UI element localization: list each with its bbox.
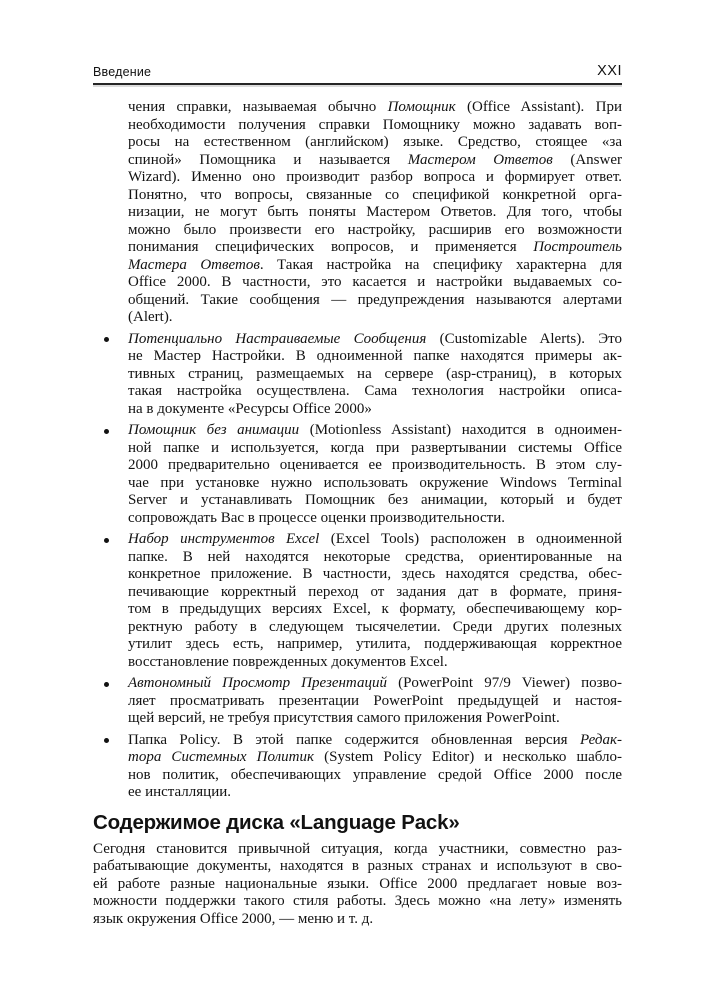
paragraph: [128, 99, 622, 327]
text-line: Server и устанавливать Помощник без анимации, который и будет: [128, 492, 622, 508]
bullet-icon: [104, 429, 109, 434]
text-line: можно было произвести его настройку, расширив его возможности: [128, 221, 622, 238]
text-line: Помощник без анимации (Motionless Assistant) находится в одноимен-: [128, 422, 622, 438]
text-line: Office 2000. В частности, это касается и настройки выдаваемых со-: [128, 274, 622, 290]
bullet-icon: [104, 738, 109, 743]
text-line: нов политик, обеспечивающих управление средой Office 2000 после: [128, 766, 622, 783]
text-line: Потенциально Настраиваемые Сообщения (Customizable Alerts). Это: [128, 330, 622, 347]
text-line: ляет просматривать презентации PowerPoint предыдущей и настоя-: [128, 692, 622, 709]
text-line: сопровождать Вас в процессе оценки производительности.: [128, 509, 505, 526]
text-line: 2000 предварительно оценивается ее производительность. В этом слу-: [128, 457, 622, 473]
text-line: ей работе разные национальные языки. Office 2000 предлагает новые воз-: [93, 875, 622, 892]
text-line: тора Системных Политик (System Policy Editor) и несколько шабло-: [128, 749, 622, 765]
text-line: тивных страниц, размещаемых на сервере (asp-страниц), в которых: [128, 365, 622, 382]
text-line: Сегодня становится привычной ситуация, когда участники, совместно раз-: [93, 840, 622, 857]
text-line: ректную работу в следующем тысячелетии. Среди других полезных: [128, 618, 622, 635]
text-line: Мастера Ответов. Такая настройка на специфику характерна для: [128, 256, 622, 273]
text-line: язык окружения Office 2000, — меню и т. д.: [93, 910, 374, 927]
list-item: [93, 331, 622, 419]
text-line: папке. В ней находятся некоторые средства, ориентированные на: [128, 548, 622, 565]
text-line: рабатывающие документы, находятся в разных странах и используют в сво-: [93, 858, 622, 874]
list-item: [93, 732, 622, 802]
text-line: росы на естественном (английском) языке. Средство, стоящее «за: [128, 134, 622, 150]
header-rule: [93, 83, 622, 85]
text-line: утилит здесь есть, например, утилита, поддерживающая корректное: [128, 636, 622, 652]
section-heading: Содержимое диска «Language Pack»: [93, 810, 460, 834]
running-header-section: Введение: [93, 65, 152, 79]
running-header-page-number: XXI: [597, 63, 622, 79]
text-line: Понятно, что вопросы, связанные со спецификой конкретной орга-: [128, 186, 622, 203]
paragraph: [93, 841, 622, 929]
text-line: общений. Такие сообщения — предупреждения называются алертами: [128, 291, 622, 308]
text-line: Папка Policy. В этой папке содержится обновленная версия Редак-: [128, 731, 622, 748]
text-line: можности поддержки такого стиля работы. Здесь можно «на лету» изменять: [93, 893, 622, 909]
text-line: конкретное приложение. В частности, здесь находятся средства, обес-: [128, 566, 622, 582]
text-line: ной папке и используется, когда при развертывании системы Office: [128, 439, 622, 456]
text-line: не Мастер Настройки. В одноименной папке находятся примеры ак-: [128, 348, 622, 364]
content: [93, 99, 622, 928]
text-line: на в документе «Ресурсы Office 2000»: [128, 400, 372, 417]
text-line: Wizard). Именно оно производит разбор вопроса и формирует ответ.: [128, 169, 622, 185]
text-line: чае при установке нужно использовать окружение Windows Terminal: [128, 474, 622, 491]
text-line: ее инсталляции.: [128, 784, 232, 800]
text-line: необходимости получения справки Помощнику можно задавать воп-: [128, 116, 622, 133]
text-line: щей версий, не требуя присутствия самого приложения PowerPoint.: [128, 710, 560, 726]
text-line: Автономный Просмотр Презентаций (PowerPoint 97/9 Viewer) позво-: [128, 675, 622, 691]
list-item: [93, 531, 622, 671]
text-line: (Alert).: [128, 309, 173, 325]
text-line: Набор инструментов Excel (Excel Tools) расположен в одноименной: [128, 531, 622, 547]
text-line: чения справки, называемая обычно Помощник (Office Assistant). При: [128, 99, 622, 115]
text-line: спиной» Помощника и называется Мастером Ответов (Answer: [128, 151, 622, 168]
text-line: такая настройка осуществлена. Сама технология настройки описа-: [128, 383, 622, 399]
bullet-icon: [104, 682, 109, 687]
bullet-icon: [104, 538, 109, 543]
running-header: [93, 63, 622, 79]
list-item: [93, 675, 622, 728]
text-line: том в предыдущих версиях Excel, к формату, обеспечивающему кор-: [128, 601, 622, 617]
text-line: печивающие корректный переход от задания дат в формате, приня-: [128, 583, 622, 600]
text-line: низации, не могут быть поняты Мастером Ответов. Для того, чтобы: [128, 204, 622, 220]
bullet-icon: [104, 337, 109, 342]
text-line: восстановление поврежденных документов Excel.: [128, 653, 448, 670]
list-item: [93, 422, 622, 527]
text-line: понимания специфических вопросов, и применяется Построитель: [128, 239, 622, 255]
